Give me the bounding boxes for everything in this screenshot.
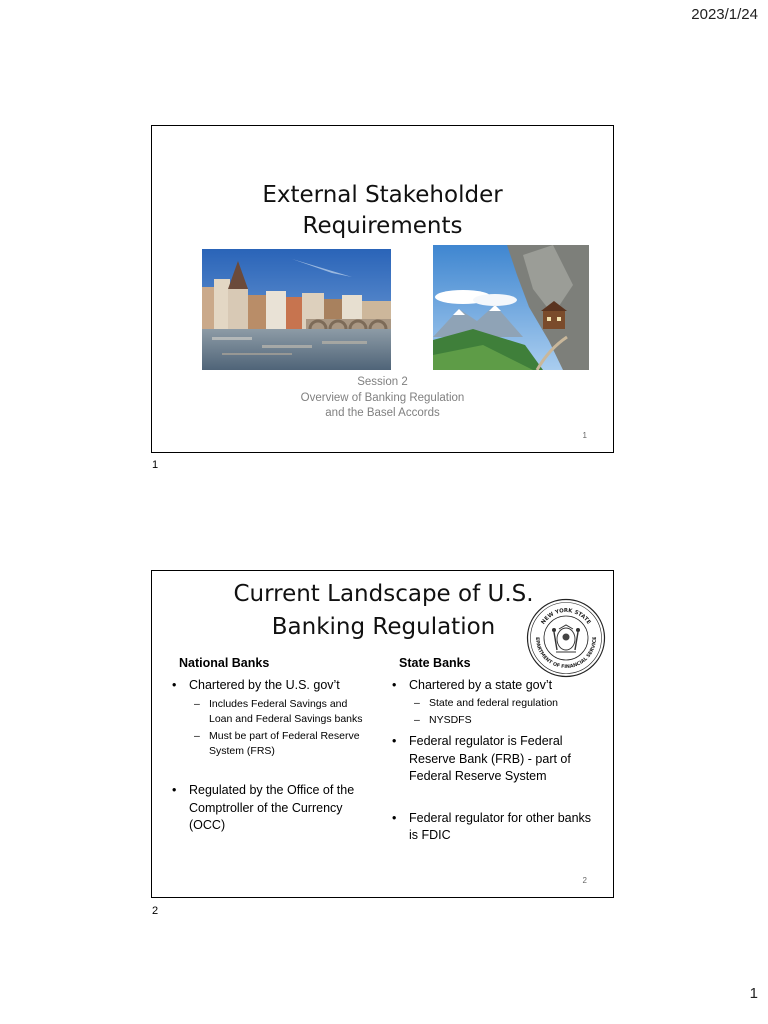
slide-1-label: 1 [152, 459, 159, 471]
slide-2-title [192, 578, 575, 644]
slide-1-subtitle [152, 375, 613, 422]
seal-top-text: NEW YORK STATE [540, 607, 592, 626]
slide-1-corner-number: 1 [582, 431, 587, 440]
slide-1-title-line-1: External Stakeholder [262, 182, 503, 208]
page-number: 1 [749, 985, 758, 1002]
seal-bottom-text: EPARTMENT OF FINANCIAL SERVICE [533, 636, 599, 671]
basel-river-photo [202, 249, 391, 370]
slide-1 [151, 125, 614, 453]
state-banks-heading: State Banks [399, 656, 471, 670]
state-bullet-fdic: • Federal regulator for other banks is FDIC [390, 810, 595, 845]
national-bullet-occ: • Regulated by the Office of the Comptroller of the Currency (OCC) [170, 782, 370, 835]
national-banks-column [170, 655, 370, 835]
subtitle-line-2: Overview of Banking Regulation [300, 391, 465, 404]
print-date: 2023/1/24 [691, 6, 758, 23]
alpine-cliff-photo [433, 245, 589, 370]
national-sub-bullet-savings: – Includes Federal Savings and Loan and Federal Savings banks [170, 697, 370, 727]
slide-2-label: 2 [152, 905, 159, 917]
national-bullet-chartered: • Chartered by the U.S. gov’t [170, 677, 370, 695]
slide-2 [151, 570, 614, 898]
state-sub-bullet-regulation: – State and federal regulation [390, 696, 595, 711]
national-banks-heading: National Banks [179, 656, 270, 670]
slide-1-title [152, 180, 613, 242]
slide-1-title-line-2: Requirements [302, 213, 463, 239]
national-sub-bullet-frs: – Must be part of Federal Reserve System (FRS) [170, 729, 370, 759]
slide-2-title-line-2: Banking Regulation [271, 614, 496, 640]
slide-2-title-line-1: Current Landscape of U.S. [233, 581, 534, 607]
state-banks-column [390, 655, 595, 845]
state-bullet-frb: • Federal regulator is Federal Reserve Bank (FRB) - part of Federal Reserve System [390, 733, 595, 786]
state-sub-bullet-nysdfs: – NYSDFS [390, 713, 595, 728]
subtitle-session: Session 2 [357, 376, 408, 388]
state-bullet-chartered: • Chartered by a state gov’t [390, 677, 595, 695]
slide-2-corner-number: 2 [582, 876, 587, 885]
subtitle-line-3: and the Basel Accords [325, 407, 440, 419]
